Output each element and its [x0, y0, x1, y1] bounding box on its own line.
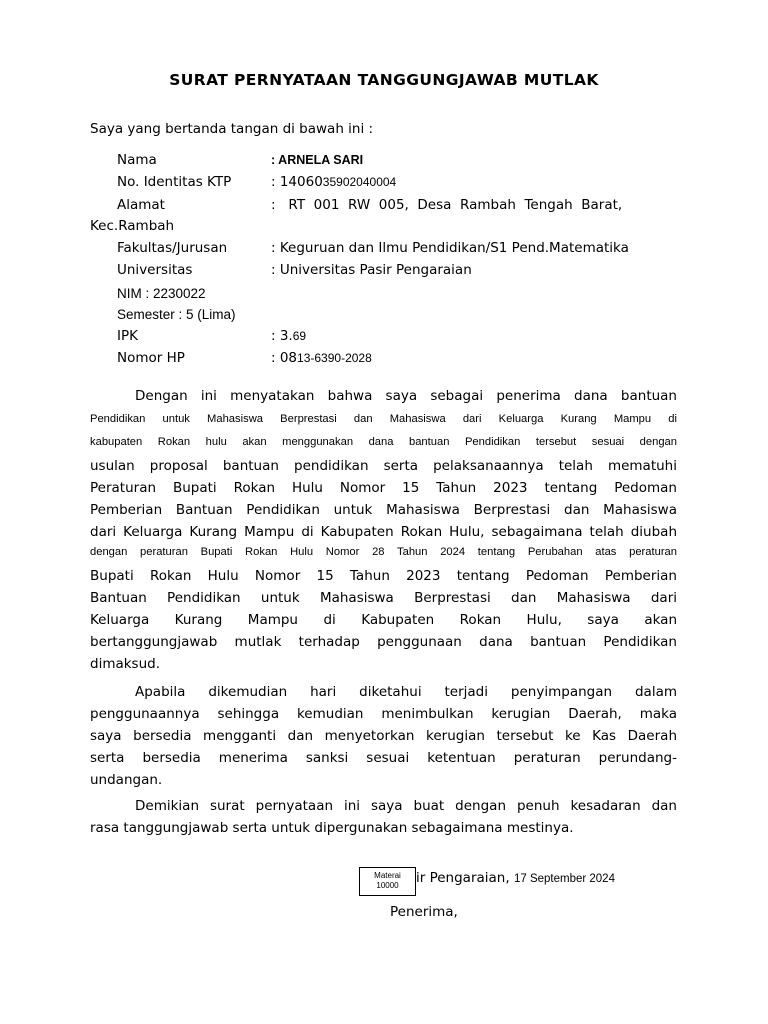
paragraph-1-line: Bantuan Pendidikan untuk Mahasiswa Berprestasi dan Mahasiswa dari — [90, 590, 677, 606]
paragraph-1-line: Keluarga Kurang Mampu di Kabupaten Rokan Hulu, saya akan — [90, 612, 677, 628]
field-nim: NIM : 2230022 — [117, 286, 206, 301]
paragraph-2-line: saya bersedia mengganti dan menyetorkan kerugian tersebut ke Kas Daerah — [90, 728, 677, 744]
paragraph-1-line: Dengan ini menyatakan bahwa saya sebagai penerima dana bantuan — [135, 388, 677, 404]
paragraph-2-line: penggunaannya sehingga kemudian menimbulkan kerugian Daerah, maka — [90, 706, 677, 722]
field-alamat-value: : RT 001 RW 005, Desa Rambah Tengah Barat, — [271, 197, 623, 213]
field-hp-label: Nomor HP — [117, 350, 185, 366]
paragraph-1-line: dari Keluarga Kurang Mampu di Kabupaten Rokan Hulu, sebagaimana telah diubah — [90, 524, 677, 540]
paragraph-1-line: Pendidikan untuk Mahasiswa Berprestasi dan Mahasiswa dari Keluarga Kurang Mampu di — [90, 413, 677, 425]
field-ipk-label: IPK — [117, 328, 138, 344]
field-nama-value: : ARNELA SARI — [271, 153, 364, 167]
paragraph-1-line: dimaksud. — [90, 656, 161, 672]
field-fakultas-value: : Keguruan dan Ilmu Pendidikan/S1 Pend.Matematika — [271, 240, 629, 256]
paragraph-1-line: Peraturan Bupati Rokan Hulu Nomor 15 Tahun 2023 tentang Pedoman — [90, 480, 677, 496]
paragraph-1-line: dengan peraturan Bupati Rokan Hulu Nomor 28 Tahun 2024 tentang Perubahan atas peraturan — [90, 546, 677, 558]
paragraph-3-line: Demikian surat pernyataan ini saya buat dengan penuh kesadaran dan — [135, 798, 677, 814]
field-ktp-label: No. Identitas KTP — [117, 174, 232, 190]
materai-stamp-line2: 10000 — [376, 881, 399, 890]
intro-text: Saya yang bertanda tangan di bawah ini : — [90, 121, 374, 137]
paragraph-2-line: undangan. — [90, 772, 163, 788]
place-date: ir Pengaraian, 17 September 2024 — [416, 870, 615, 886]
field-semester: Semester : 5 (Lima) — [117, 307, 236, 322]
materai-stamp-line1: Materai — [374, 871, 401, 880]
field-fakultas-label: Fakultas/Jurusan — [117, 240, 228, 256]
field-universitas-label: Universitas — [117, 262, 193, 278]
materai-stamp — [359, 867, 416, 896]
paragraph-3-line: rasa tanggungjawab serta untuk dipergunakan sebagaimana mestinya. — [90, 820, 574, 836]
field-nama-label: Nama — [117, 152, 157, 168]
field-hp-value: : 0813-6390-2028 — [271, 350, 372, 366]
document-title: SURAT PERNYATAAN TANGGUNGJAWAB MUTLAK — [169, 71, 599, 89]
paragraph-2-line: serta bersedia menerima sanksi sesuai ketentuan peraturan perundang- — [90, 750, 677, 766]
paragraph-1-line: usulan proposal bantuan pendidikan serta pelaksanaannya telah mematuhi — [90, 458, 677, 474]
paragraph-1-line: kabupaten Rokan hulu akan menggunakan dana bantuan Pendidikan tersebut sesuai dengan — [90, 436, 677, 448]
paragraph-1-line: Bupati Rokan Hulu Nomor 15 Tahun 2023 tentang Pedoman Pemberian — [90, 568, 677, 584]
paragraph-1-line: bertanggungjawab mutlak terhadap penggunaan dana bantuan Pendidikan — [90, 634, 677, 650]
field-alamat-continuation: Kec.Rambah — [90, 218, 175, 234]
signoff: Penerima, — [390, 904, 458, 920]
field-ktp-value: : 1406035902040004 — [271, 174, 397, 190]
paragraph-2-line: Apabila dikemudian hari diketahui terjadi penyimpangan dalam — [135, 684, 677, 700]
field-ipk-value: : 3.69 — [271, 328, 307, 344]
paragraph-1-line: Pemberian Bantuan Pendidikan untuk Mahasiswa Berprestasi dan Mahasiswa — [90, 502, 677, 518]
field-universitas-value: : Universitas Pasir Pengaraian — [271, 262, 472, 278]
field-alamat-label: Alamat — [117, 197, 165, 213]
